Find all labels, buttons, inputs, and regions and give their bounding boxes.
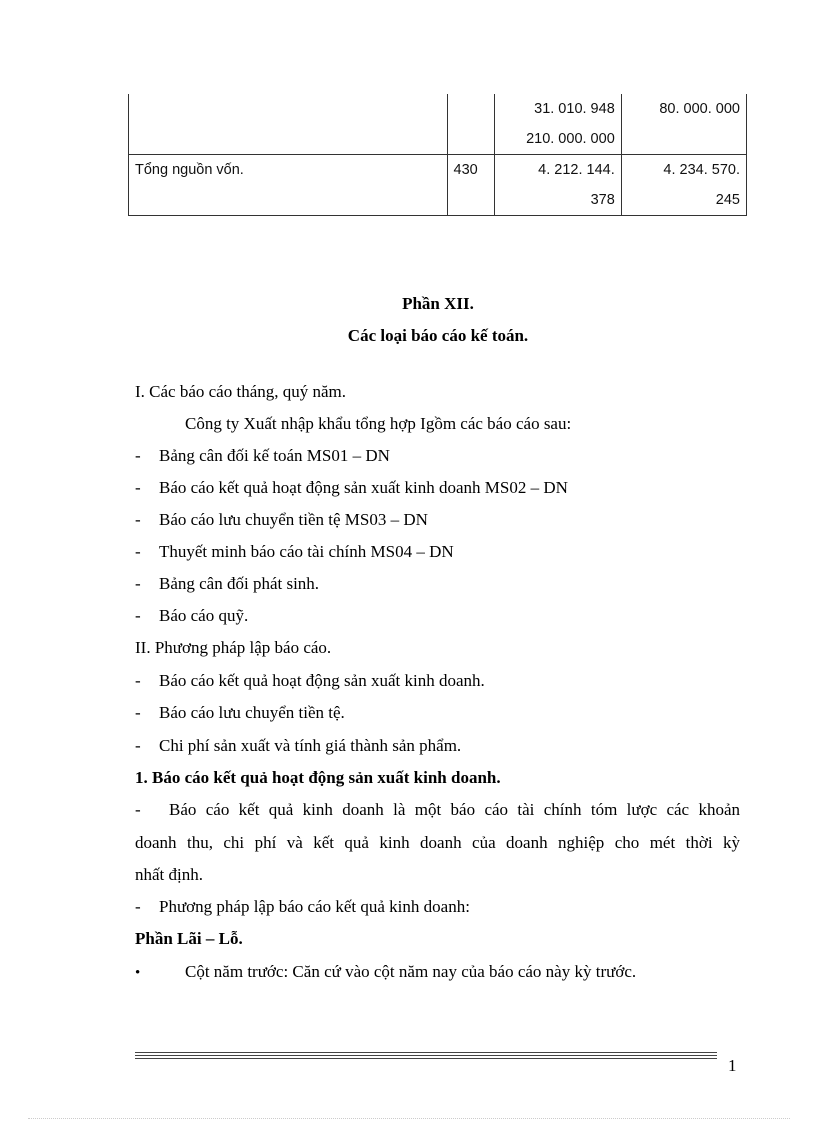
dash-marker: - xyxy=(135,736,141,755)
footer-rule xyxy=(135,1058,717,1059)
dash-marker: - xyxy=(135,446,141,465)
bullet-text: Cột năm trước: Căn cứ vào cột năm nay của báo cáo này kỳ trước. xyxy=(185,962,637,981)
subsection-title: 1. Báo cáo kết quả hoạt động sản xuất kinh doanh. xyxy=(135,768,501,787)
page-title: Các loại báo cáo kế toán. xyxy=(347,326,529,345)
dash-marker: - xyxy=(135,574,141,593)
list-item xyxy=(135,440,740,472)
bullet-icon: • xyxy=(135,965,141,981)
table-cell-value xyxy=(494,155,621,216)
footer-rule xyxy=(135,1052,717,1053)
list-item xyxy=(135,504,740,536)
table-cell-line: 80. 000. 000 xyxy=(659,101,740,117)
dash-marker: - xyxy=(135,897,141,916)
list-item-text: Báo cáo quỹ. xyxy=(159,606,249,625)
bullet-item xyxy=(135,956,740,989)
table-row xyxy=(129,94,747,155)
table-cell-line: 210. 000. 000 xyxy=(526,131,615,147)
part-heading: Phần XII. xyxy=(402,294,474,313)
list-item-text: Phương pháp lập báo cáo kết quả kinh doanh: xyxy=(159,897,470,916)
dash-marker: - xyxy=(135,478,141,497)
list-item xyxy=(135,665,740,697)
list-item-text: Chi phí sản xuất và tính giá thành sản phẩm. xyxy=(159,736,462,755)
list-item-text: Báo cáo kết quả hoạt động sản xuất kinh doanh. xyxy=(159,671,485,690)
table-cell-label: Tổng nguồn vốn. xyxy=(129,155,448,216)
table-row xyxy=(129,155,747,216)
list-item xyxy=(135,472,740,504)
table-cell-line: 245 xyxy=(715,192,740,208)
table-cell-line: 31. 010. 948 xyxy=(534,101,615,117)
table-cell-line: 4. 212. 144. xyxy=(538,162,615,178)
list-item-text: Báo cáo lưu chuyển tiền tệ MS03 – DN xyxy=(159,510,428,529)
paragraph-text: Báo cáo kết quả kinh doanh là một báo cáo tài chính tóm lược các khoản xyxy=(169,800,740,819)
part-subtitle: Phần Lãi – Lỗ. xyxy=(135,929,243,948)
table-cell-label xyxy=(129,94,448,155)
dash-marker: - xyxy=(135,510,141,529)
dash-marker: - xyxy=(135,671,141,690)
list-item xyxy=(135,730,740,762)
list-item-text: Báo cáo lưu chuyển tiền tệ. xyxy=(159,703,345,722)
balance-table xyxy=(128,94,747,216)
paragraph-line xyxy=(135,794,740,826)
table-cell-value xyxy=(494,94,621,155)
list-item xyxy=(135,697,740,729)
table-cell-line: 4. 234. 570. xyxy=(663,162,740,178)
page-edge xyxy=(28,1118,790,1119)
list-item-text: Bảng cân đối kế toán MS01 – DN xyxy=(159,446,390,465)
dash-marker: - xyxy=(135,542,141,561)
list-item-text: Bảng cân đối phát sinh. xyxy=(159,574,320,593)
table-cell-value xyxy=(621,155,746,216)
table-cell-code: 430 xyxy=(447,155,494,216)
list-item xyxy=(135,568,740,600)
dash-marker: - xyxy=(135,606,141,625)
table-cell-value xyxy=(621,94,746,155)
intro-text: Công ty Xuất nhập khẩu tổng hợp Igồm các báo cáo sau: xyxy=(185,414,572,433)
paragraph-line: doanh thu, chi phí và kết quả kinh doanh của doanh nghiệp cho mét thời kỳ xyxy=(135,833,740,852)
list-item-text: Báo cáo kết quả hoạt động sản xuất kinh doanh MS02 – DN xyxy=(159,478,568,497)
list-item-text: Thuyết minh báo cáo tài chính MS04 – DN xyxy=(159,542,454,561)
paragraph-line: nhất định. xyxy=(135,865,203,884)
section-title: II. Phương pháp lập báo cáo. xyxy=(135,638,332,657)
section-title: I. Các báo cáo tháng, quý năm. xyxy=(135,382,347,401)
list-item xyxy=(135,891,740,923)
page-number: 1 xyxy=(728,1056,737,1075)
footer-rule xyxy=(135,1055,717,1056)
list-item xyxy=(135,536,740,568)
table-cell-code xyxy=(447,94,494,155)
list-item xyxy=(135,600,740,632)
table-cell-line: 378 xyxy=(590,192,615,208)
dash-marker: - xyxy=(135,703,141,722)
dash-marker: - xyxy=(135,800,141,819)
